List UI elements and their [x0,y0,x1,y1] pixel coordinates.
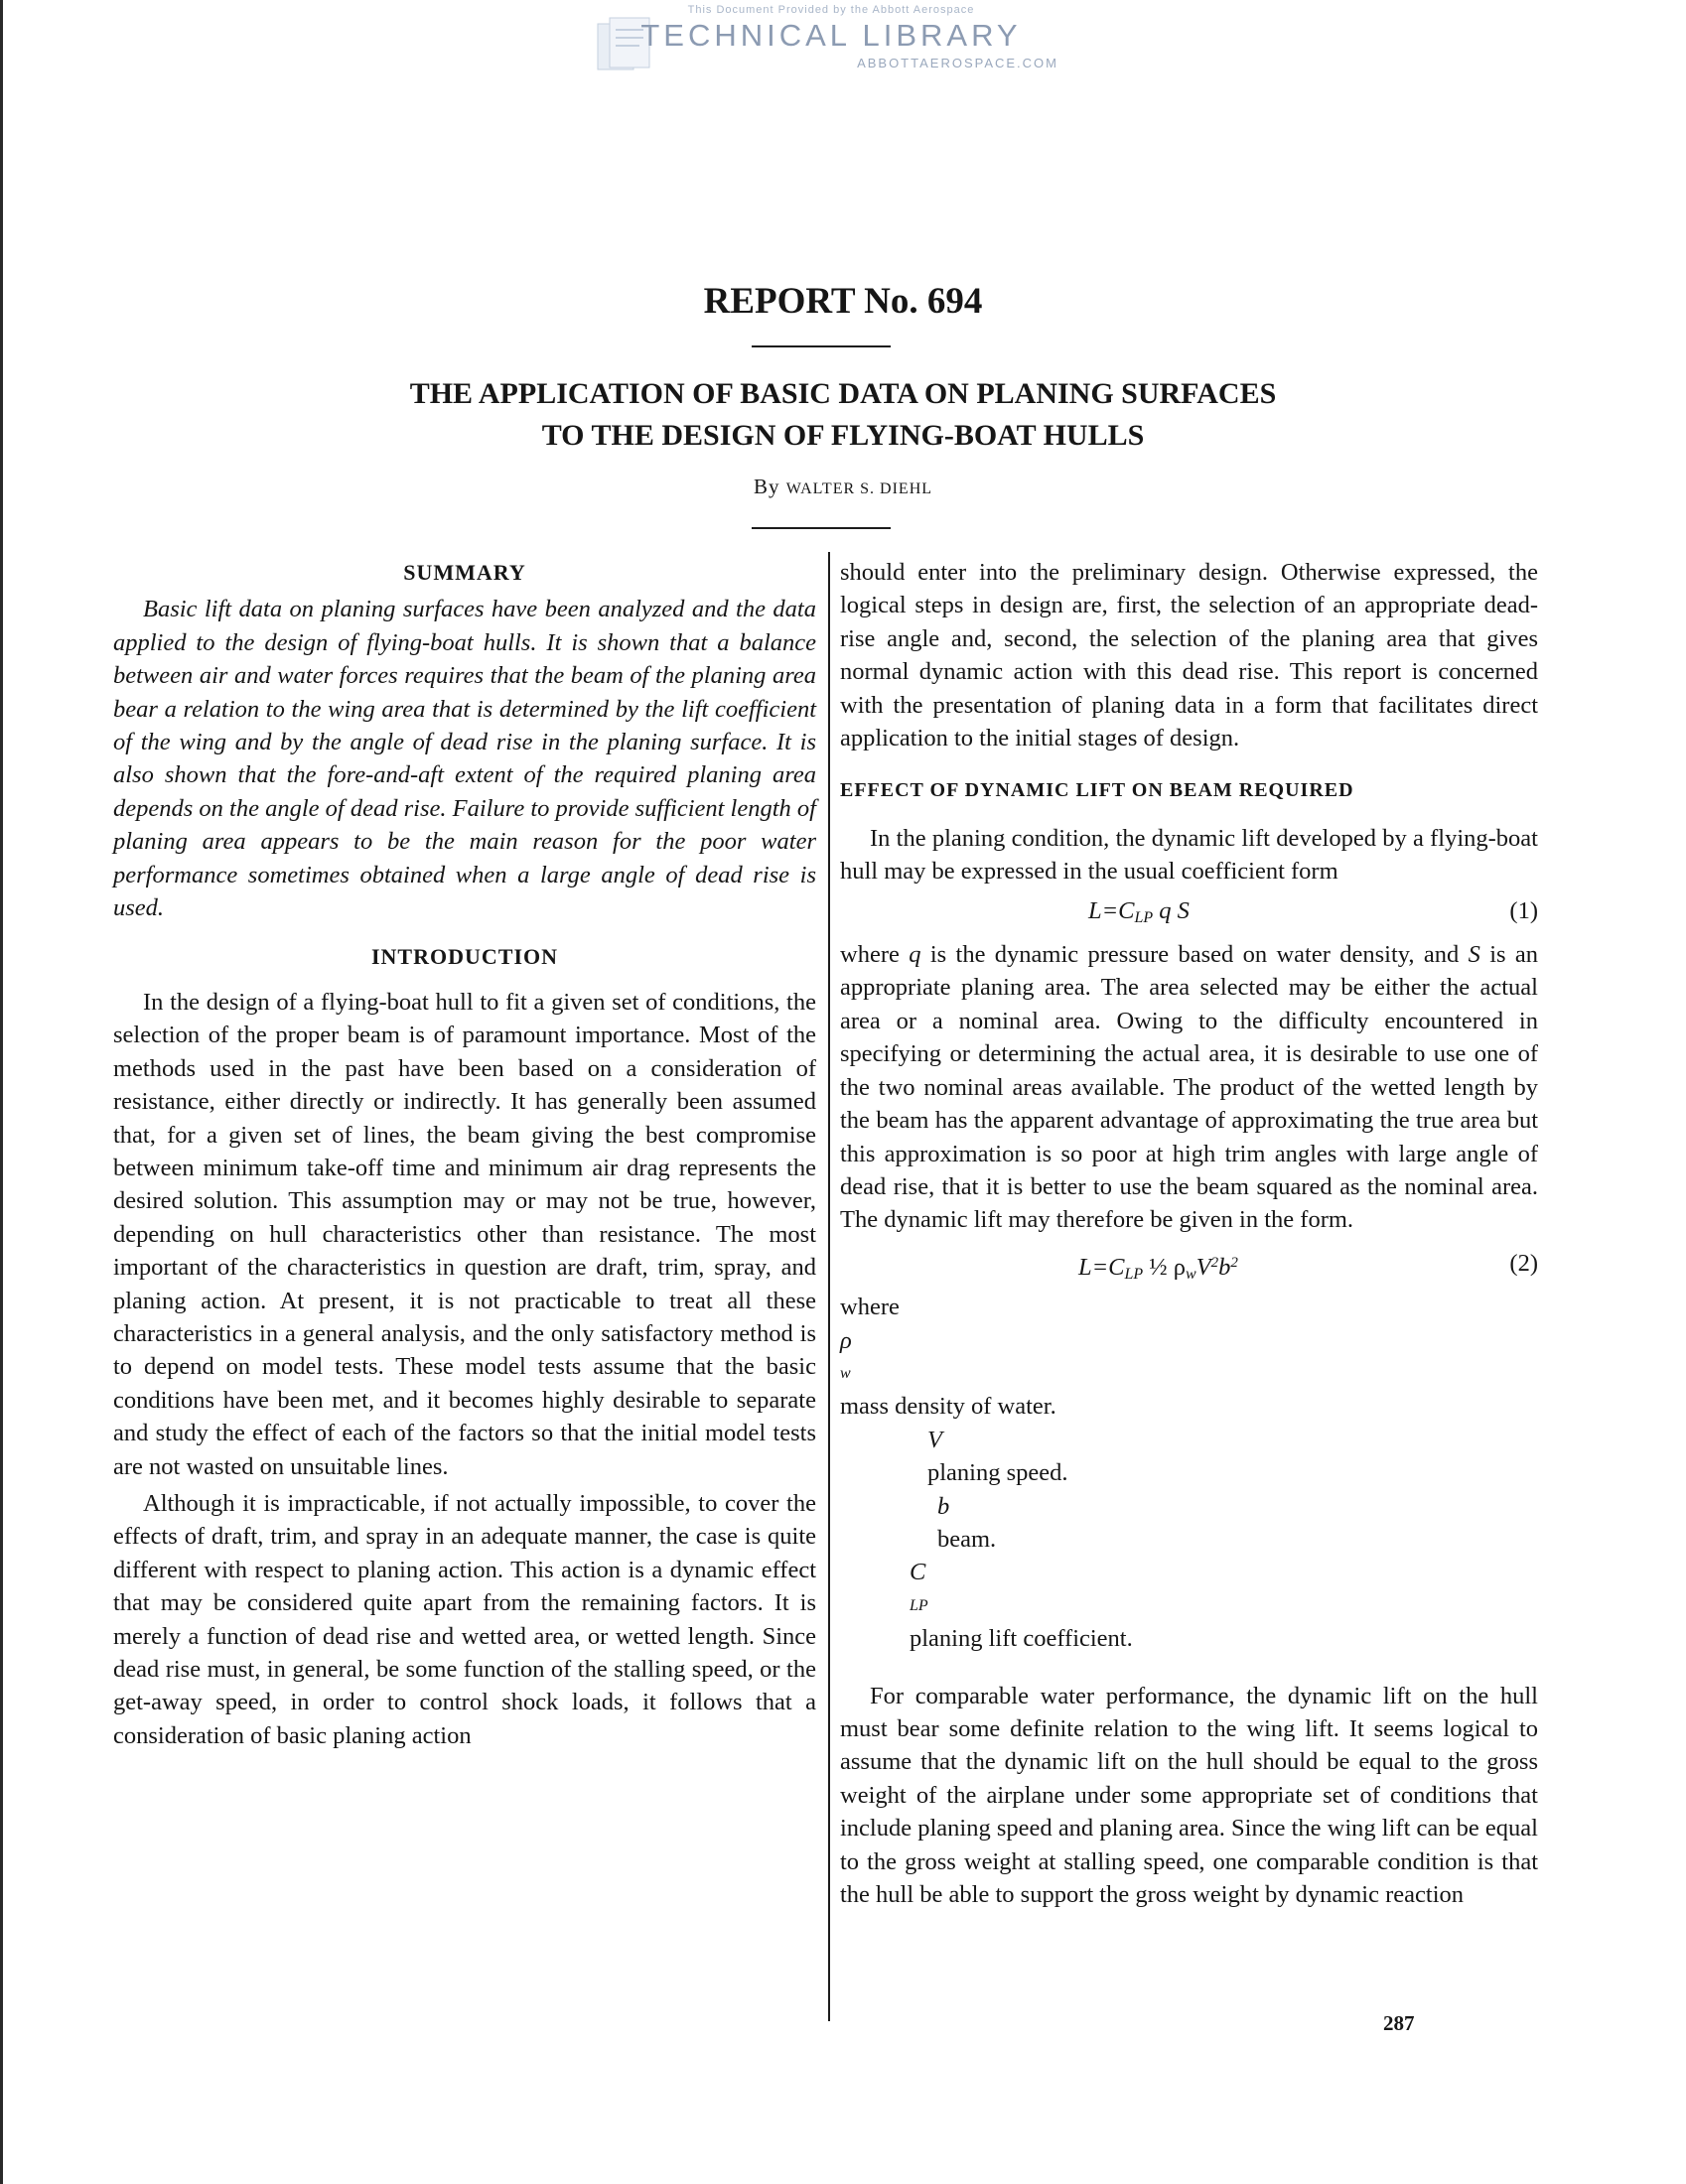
title-rule-bottom [752,527,891,529]
effect-paragraph-1: In the planing condition, the dynamic lift developed by a flying-boat hull may be expressed in the usual coefficient form [840,824,1538,886]
page-scan-edge [0,0,3,2184]
report-title-line1: THE APPLICATION OF BASIC DATA ON PLANING SURFACES [409,377,1277,410]
equation-2 [840,1247,1538,1291]
equation-1-number: (1) [1509,896,1538,924]
equation-1 [840,894,1538,934]
effect-heading: EFFECT OF DYNAMIC LIFT ON BEAM REQUIRED [840,779,1354,802]
introduction-paragraph-3: should enter into the preliminary design. Otherwise expressed, the logical steps in design are, first, the selection of an appropriate dead-rise angle and, second, the selection of the planing area that gives normal dynamic action with this dead rise. This report is concerned with the presentation of planing data in a form that facilitates direct application to the initial stages of design. [840,559,1538,752]
introduction-heading: INTRODUCTION [370,944,559,970]
column-divider [828,552,830,2021]
report-number: REPORT No. 694 [703,281,983,322]
introduction-paragraph-1: In the design of a flying-boat hull to fit a given set of conditions, the selection of the proper beam is of paramount importance. Most of the methods used in the past have been based on a consideration of resistance, either directly or indirectly. It has generally been assumed that, for a given set of lines, the beam giving the best compromise between minimum take-off time and minimum air drag represents the desired solution. This assumption may or may not be true, however, depending on hull characteristics other than resistance. The most important of the characteristics in question are draft, trim, spray, and planing action. At present, it is not practicable to treat all these characteristics in a general analysis, and the only satisfactory method is to depend on model tests. These model tests assume that the basic conditions have been met, and it becomes highly desirable to separate and study the effect of each of the factors so that the initial model tests are not wasted on unsuitable lines. [113,988,816,1480]
report-title [0,373,1686,457]
where-item-b: b beam. [937,1492,997,1553]
right-column [840,556,1538,1911]
where-list [840,1291,1538,1655]
left-column [113,556,816,1752]
summary-text: Basic lift data on planing surfaces have been analyzed and the data applied to the design of flying-boat hulls. It is shown that a balance between air and water forces requires that the beam of the planing area bear a relation to the wing area that is determined by the lift coefficient of the wing and by the angle of dead rise in the planing surface. It is also shown that the fore-and-aft extent of the required planing area depends on the angle of dead rise. Failure to provide sufficient length of planing area appears to be the main reason for the poor water performance sometimes obtained when a large angle of dead rise is used. [113,596,816,922]
watermark-provider-line: This Document Provided by the Abbott Aerospace [687,4,975,16]
where-item-v: V planing speed. [927,1426,1068,1487]
byline [0,475,1686,499]
abbott-watermark [596,4,1066,73]
equation-2-body: $L=C_{LP}$ ½ $\rho_wV^2b^2$ [1078,1253,1238,1283]
watermark-url: ABBOTTAEROSPACE.COM [857,56,1058,70]
effect-paragraph-3: For comparable water performance, the dynamic lift on the hull must bear some definite relation to the wing lift. It seems logical to assume that the dynamic lift on the hull should be equal to the gross weight of the airplane under some appropriate set of conditions that include planing speed and planing area. Since the wing lift can be equal to the gross weight at stalling speed, one comparable condition is that the hull be able to support the gross weight by dynamic reaction [840,1682,1538,1909]
equation-1-body: $L=C_{LP}$ q S [1088,896,1190,926]
where-item-clp: C LP planing lift coefficient. [910,1559,1133,1653]
byline-by: By [753,475,780,498]
watermark-library-name: TECHNICAL LIBRARY [640,18,1022,53]
report-title-line2: TO THE DESIGN OF FLYING-BOAT HULLS [541,419,1145,452]
effect-paragraph-2: where q is the dynamic pressure based on water density, and S is an appropriate planing area. The area selected may be either the actual area or a nominal area. Owing to the difficulty encountered in specifying or determining the actual area, it is desirable to use one of the two nominal areas available. The product of the wetted length by the beam has the apparent advantage of approximating the true area but this approximation is so poor at high trim angles with large angle of dead rise, that it is better to use the beam squared as the nominal area. The dynamic lift may therefore be given in the form. [840,941,1539,1234]
introduction-paragraph-2: Although it is impracticable, if not actually impossible, to cover the effects of draft, trim, and spray in an adequate manner, the case is quite different with respect to planing action. This action is a dynamic effect that may be considered quite apart from the remaining factors. It is merely a function of dead rise and wetted area, or wetted length. Since dead rise must, in general, be some function of the stalling speed, or the get-away speed, in order to control shock loads, it follows that a consideration of basic planing action [113,1489,816,1749]
where-item-rho: where ρ w mass density of water. [840,1294,1056,1421]
summary-heading: SUMMARY [403,560,526,585]
page-number: 287 [1383,2011,1415,2035]
equation-2-number: (2) [1509,1249,1538,1277]
byline-author: WALTER S. DIEHL [785,480,933,497]
title-rule-top [752,345,891,347]
